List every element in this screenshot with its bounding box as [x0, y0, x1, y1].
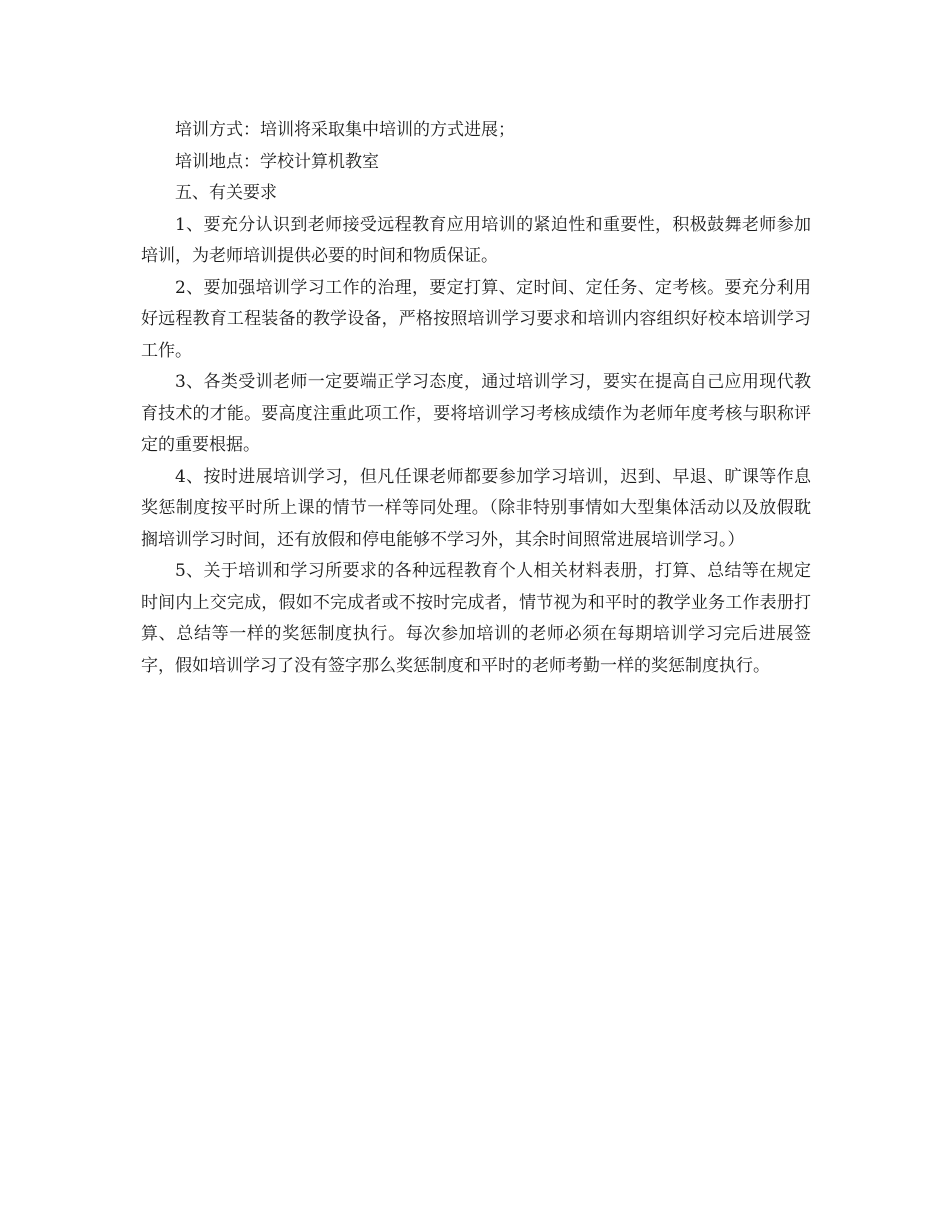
requirement-item-5: 5、关于培训和学习所要求的各种远程教育个人相关材料表册，打算、总结等在规定时间内上交完成，假如不完成者或不按时完成者，情节视为和平时的教学业务工作表册打算、总结等一样的奖惩制度执行。每次参加培训的老师必须在每期培训学习完后进展签字，假如培训学习了没有签字那么奖惩制度和平时的老师考勤一样的奖惩制度执行。	[141, 561, 811, 676]
paragraph-training-location: 培训地点：学校计算机教室	[175, 151, 379, 172]
requirement-item-3: 3、各类受训老师一定要端正学习态度，通过培训学习，要实在提高自己应用现代教育技术的才能。要高度注重此项工作，要将培训学习考核成绩作为老师年度考核与职称评定的重要根据。	[141, 372, 811, 455]
requirement-item-2: 2、要加强培训学习工作的治理，要定打算、定时间、定任务、定考核。要充分利用好远程教育工程装备的教学设备，严格按照培训学习要求和培训内容组织好校本培训学习工作。	[141, 277, 811, 361]
requirement-item-4: 4、按时进展培训学习，但凡任课老师都要参加学习培训，迟到、早退、旷课等作息奖惩制度按平时所上课的情节一样等同处理。（除非特别事情如大型集体活动以及放假耽搁培训学习时间，还有放假和停电能够不学习外，其余时间照常进展培训学习。）	[141, 466, 811, 550]
section-heading-requirements: 五、有关要求	[175, 183, 277, 203]
requirement-item-1: 1、要充分认识到老师接受远程教育应用培训的紧迫性和重要性，积极鼓舞老师参加培训，为老师培训提供必要的时间和物质保证。	[141, 214, 811, 266]
paragraph-training-method: 培训方式：培训将采取集中培训的方式进展；	[175, 120, 515, 140]
document-body	[141, 115, 811, 682]
